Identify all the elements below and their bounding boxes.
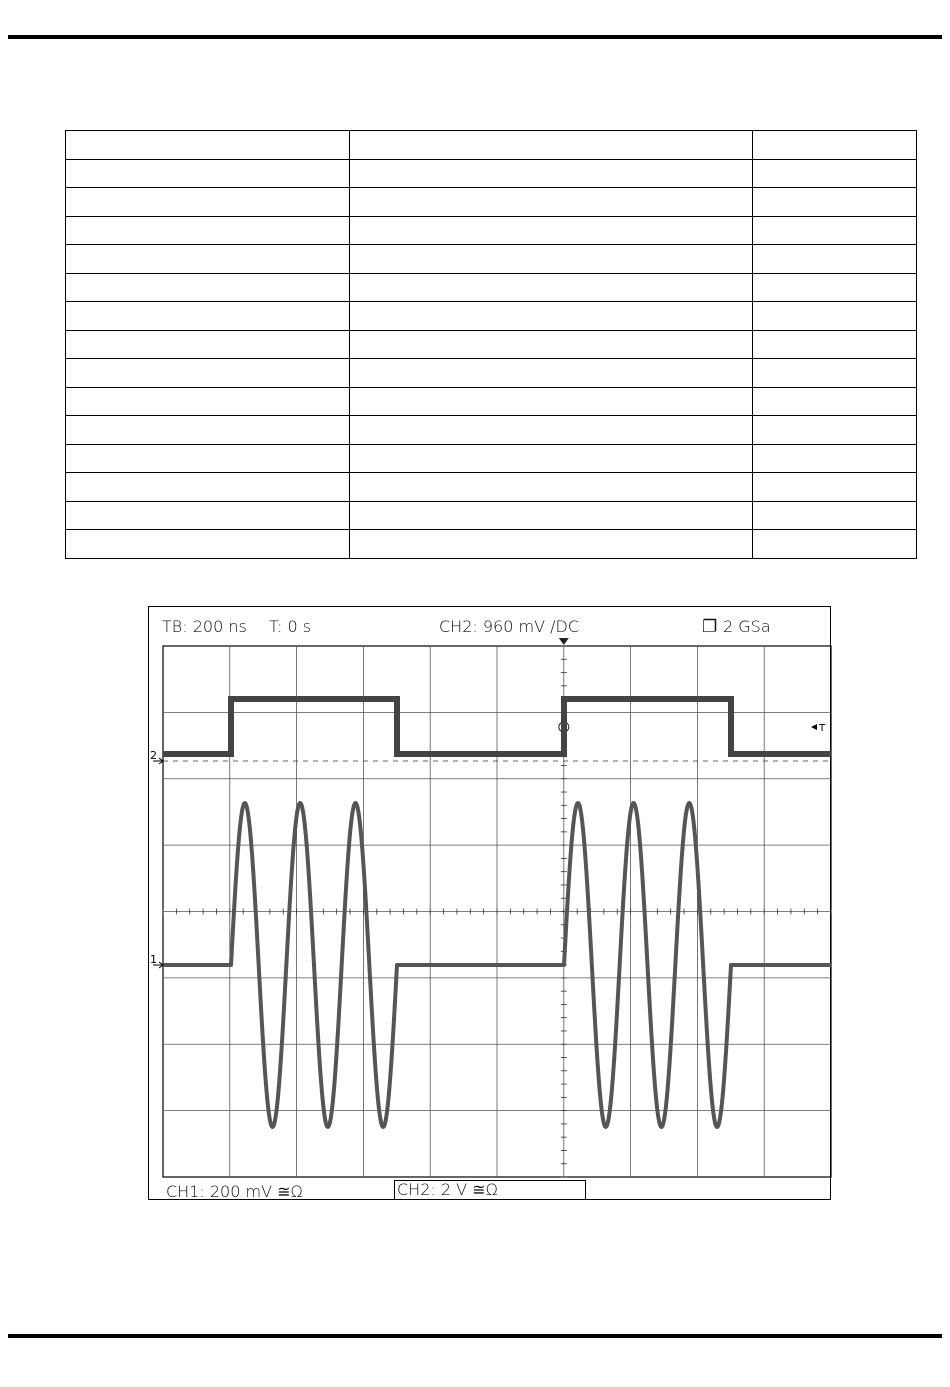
table-cell (350, 273, 753, 302)
table-cell (66, 444, 350, 473)
table-row (66, 131, 917, 160)
table-row (66, 387, 917, 416)
table-cell (350, 359, 753, 388)
table-cell (350, 387, 753, 416)
table-cell (753, 416, 917, 445)
table-row (66, 188, 917, 217)
table-cell (753, 359, 917, 388)
table-cell (753, 530, 917, 559)
table-cell (66, 473, 350, 502)
table-cell (66, 245, 350, 274)
table-row (66, 530, 917, 559)
table-cell (753, 216, 917, 245)
table-row (66, 330, 917, 359)
sample-rate-label: 2 GSa (723, 617, 771, 636)
ch1-marker-label: 1 (150, 953, 157, 966)
table-row (66, 216, 917, 245)
table-cell (350, 245, 753, 274)
table-cell (350, 131, 753, 160)
table-cell (350, 188, 753, 217)
trigger-time-label: T: 0 s (269, 617, 312, 636)
ch2-marker-label: 2 (150, 749, 157, 762)
table-cell (350, 302, 753, 331)
oscilloscope-screen (148, 606, 831, 1200)
table-cell (753, 159, 917, 188)
table-cell (66, 216, 350, 245)
table-cell (66, 387, 350, 416)
table-cell (66, 530, 350, 559)
trigger-level-icon (811, 724, 817, 730)
table-cell (753, 188, 917, 217)
table-cell (350, 416, 753, 445)
table-cell (753, 273, 917, 302)
table-cell (66, 131, 350, 160)
timebase-label: TB: 200 ns (162, 617, 247, 636)
table-row (66, 501, 917, 530)
trigger-level-label: T (819, 723, 826, 734)
table-row (66, 416, 917, 445)
table-cell (753, 444, 917, 473)
table-cell (753, 131, 917, 160)
table-cell (753, 302, 917, 331)
table-cell (66, 416, 350, 445)
table-cell (753, 330, 917, 359)
table-cell (66, 330, 350, 359)
table-row (66, 245, 917, 274)
ch2-scale-label: CH2: 2 V ≅Ω (397, 1180, 498, 1199)
table-cell (66, 501, 350, 530)
table-cell (753, 245, 917, 274)
table-row (66, 359, 917, 388)
table-cell (753, 387, 917, 416)
table-cell (350, 473, 753, 502)
blank-table (65, 130, 917, 559)
table-cell (350, 444, 753, 473)
table-cell (66, 359, 350, 388)
table-cell (753, 501, 917, 530)
table-cell (753, 473, 917, 502)
table-cell (66, 302, 350, 331)
table-row (66, 159, 917, 188)
top-rule (8, 35, 942, 39)
table-row (66, 302, 917, 331)
table-cell (350, 330, 753, 359)
table-cell (350, 216, 753, 245)
table-cell (66, 188, 350, 217)
table-cell (350, 159, 753, 188)
channel-info-label: CH2: 960 mV ∕DC (439, 617, 579, 636)
table-cell (66, 159, 350, 188)
table-row (66, 444, 917, 473)
table-row (66, 473, 917, 502)
table-cell (66, 273, 350, 302)
ch1-scale-label: CH1: 200 mV ≅Ω (166, 1182, 303, 1201)
trigger-position-icon (559, 638, 569, 645)
table-cell (350, 501, 753, 530)
ch2-scale-box (394, 1180, 586, 1200)
acquisition-mode-icon: ❐ (702, 617, 718, 637)
table-row (66, 273, 917, 302)
scope-plot (149, 607, 832, 1201)
bottom-rule (8, 1334, 942, 1338)
table-cell (350, 530, 753, 559)
